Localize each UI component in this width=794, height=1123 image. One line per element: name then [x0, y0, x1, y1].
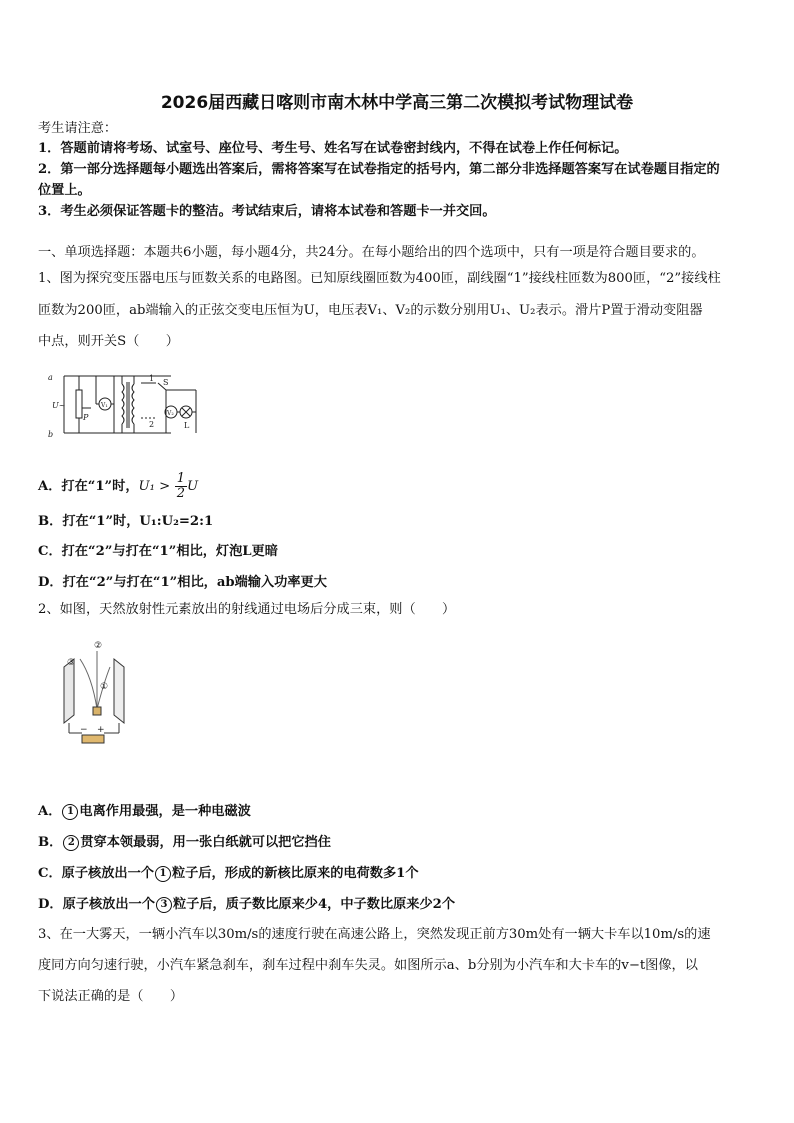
option-prefix: C．原子核放出一个	[38, 866, 154, 881]
fraction-numerator: 1	[176, 471, 186, 486]
option-prefix: D．原子核放出一个	[38, 897, 155, 912]
option-b[interactable]: B．打在“1”时，U₁:U₂=2:1	[38, 514, 214, 529]
label-V2: V₂	[167, 410, 174, 417]
label-a: a	[48, 373, 53, 382]
option-a-math-right: U	[187, 479, 199, 494]
notice-item: 1．答题前请将考场、试室号、座位号、考生号、姓名写在试卷密封线内，不得在试卷上作任何标记。	[38, 141, 628, 156]
circled-number: 1	[62, 804, 78, 820]
label-2: 2	[149, 420, 155, 429]
question-3-line: 度同方向匀速行驶，小汽车紧急刹车，刹车过程中刹车失灵。如图所示a、b分别为小汽车和大卡车的v−t图像，以	[38, 958, 698, 973]
q2-option-d[interactable]	[38, 893, 455, 913]
label-S: S	[163, 378, 169, 387]
fraction	[175, 472, 187, 501]
option-a[interactable]	[38, 472, 198, 501]
option-text: 电离作用最强，是一种电磁波	[79, 804, 251, 819]
question-3-line: 下说法正确的是（ ）	[38, 989, 184, 1004]
fraction-denominator: 2	[176, 486, 186, 501]
label-L: L	[184, 421, 190, 430]
option-text: 粒子后，形成的新核比原来的电荷数多1个	[172, 866, 419, 881]
question-1-line: 1、图为探究变压器电压与匝数关系的电路图。已知原线圈匝数为400匝，副线圈“1”接线柱匝数为800匝，“2”接线柱	[38, 271, 721, 286]
radiation-field-diagram	[52, 637, 142, 747]
label-b: b	[48, 430, 54, 439]
notice-item: 3．考生必须保证答题卡的整洁。考试结束后，请将本试卷和答题卡一并交回。	[38, 204, 496, 219]
section-heading: 一、单项选择题：本题共6小题，每小题4分，共24分。在每小题给出的四个选项中，只有一项是符合题目要求的。	[38, 245, 705, 260]
q2-option-b[interactable]	[38, 831, 331, 851]
label-plus: +	[97, 725, 105, 735]
option-text: 粒子后，质子数比原来少4，中子数比原来少2个	[172, 897, 456, 912]
notice-heading: 考生请注意：	[38, 121, 118, 136]
question-1-line: 中点，则开关S（ ）	[38, 334, 179, 349]
q2-option-c[interactable]	[38, 862, 419, 882]
label-V1: V₁	[101, 402, 108, 409]
label-U: U~	[52, 401, 66, 410]
notice-item: 位置上。	[38, 183, 91, 198]
option-prefix: B．	[38, 835, 63, 850]
option-d[interactable]: D．打在“2”与打在“1”相比，ab端输入功率更大	[38, 575, 327, 590]
circled-number: 1	[155, 866, 171, 882]
question-2-stem: 2、如图，天然放射性元素放出的射线通过电场后分成三束，则（ ）	[38, 602, 456, 617]
label-c3: ③	[67, 658, 76, 668]
circled-number: 3	[156, 897, 172, 913]
option-text: 贯穿本领最弱，用一张白纸就可以把它挡住	[80, 835, 331, 850]
question-3-line: 3、在一大雾天，一辆小汽车以30m/s的速度行驶在高速公路上，突然发现正前方30m处有一辆大卡车以10m/s的速	[38, 927, 711, 942]
page-title: 2026届西藏日喀则市南木林中学高三第二次模拟考试物理试卷	[160, 93, 634, 113]
label-c1: ①	[100, 682, 109, 692]
option-a-math-left: U₁ >	[138, 479, 171, 494]
notice-item: 2．第一部分选择题每小题选出答案后，需将答案写在试卷指定的括号内，第二部分非选择题答案写在试卷题目指定的	[38, 162, 720, 177]
label-minus: −	[80, 725, 88, 735]
label-c2: ②	[94, 641, 103, 651]
q2-option-a[interactable]	[38, 800, 251, 820]
option-prefix: A．	[38, 804, 62, 819]
circled-number: 2	[63, 835, 79, 851]
question-1-line: 匝数为200匝，ab端输入的正弦交变电压恒为U，电压表V₁、V₂的示数分别用U₁、U₂表示。滑片P置于滑动变阻器	[38, 303, 703, 318]
option-a-prefix: A．打在“1”时，	[38, 479, 139, 494]
label-P: P	[83, 413, 89, 422]
option-c[interactable]: C．打在“2”与打在“1”相比，灯泡L更暗	[38, 544, 278, 559]
transformer-circuit-diagram	[46, 370, 206, 440]
label-1: 1	[149, 374, 155, 383]
